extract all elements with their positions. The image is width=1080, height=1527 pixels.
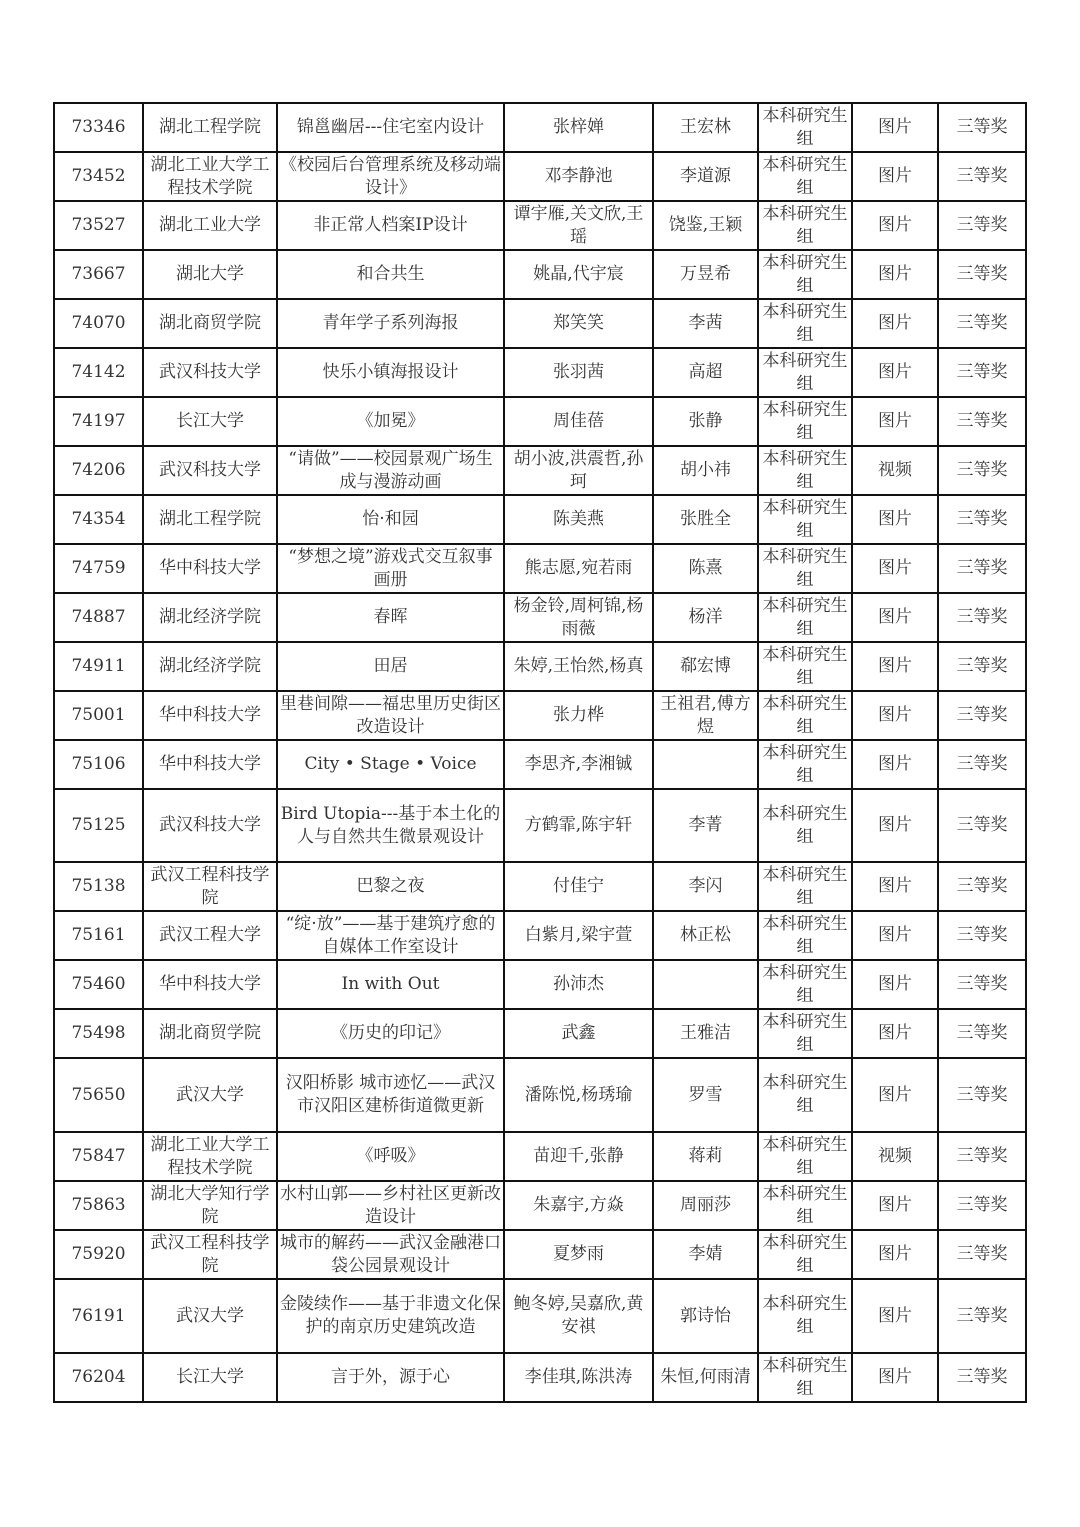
table-row [54, 544, 1026, 593]
category-cell: 图片 [852, 1353, 938, 1402]
authors-cell: 朱婷,王怡然,杨真 [504, 642, 653, 691]
authors-cell: 杨金铃,周柯锦,杨雨薇 [504, 593, 653, 642]
group-cell: 本科研究生组 [758, 495, 852, 544]
work-title-cell: 春晖 [277, 593, 504, 642]
award-cell: 三等奖 [938, 152, 1026, 201]
school-cell: 武汉工程大学 [143, 911, 277, 960]
work-id-cell: 74759 [54, 544, 143, 593]
group-cell: 本科研究生组 [758, 103, 852, 152]
authors-cell: 朱嘉宇,方焱 [504, 1181, 653, 1230]
authors-cell: 潘陈悦,杨琇瑜 [504, 1058, 653, 1132]
school-cell: 长江大学 [143, 1353, 277, 1402]
group-cell: 本科研究生组 [758, 152, 852, 201]
award-cell: 三等奖 [938, 1132, 1026, 1181]
school-cell: 武汉科技大学 [143, 348, 277, 397]
advisor-cell [653, 740, 758, 789]
advisor-cell: 杨洋 [653, 593, 758, 642]
table-row [54, 1230, 1026, 1279]
award-cell: 三等奖 [938, 299, 1026, 348]
authors-cell: 姚晶,代宇宸 [504, 250, 653, 299]
work-id-cell: 74354 [54, 495, 143, 544]
category-cell: 视频 [852, 446, 938, 495]
table-row [54, 911, 1026, 960]
work-id-cell: 75460 [54, 960, 143, 1009]
advisor-cell: 李婧 [653, 1230, 758, 1279]
school-cell: 湖北工业大学工程技术学院 [143, 1132, 277, 1181]
table-row [54, 446, 1026, 495]
advisor-cell: 王祖君,傅方煜 [653, 691, 758, 740]
table-row [54, 201, 1026, 250]
work-title-cell: 《加冕》 [277, 397, 504, 446]
category-cell: 图片 [852, 495, 938, 544]
authors-cell: 陈美燕 [504, 495, 653, 544]
work-title-cell: In with Out [277, 960, 504, 1009]
award-cell: 三等奖 [938, 740, 1026, 789]
category-cell: 图片 [852, 911, 938, 960]
work-title-cell: 《历史的印记》 [277, 1009, 504, 1058]
table-body [54, 103, 1026, 1402]
table-row [54, 1009, 1026, 1058]
school-cell: 武汉工程科技学院 [143, 862, 277, 911]
work-title-cell: 金陵续作——基于非遗文化保护的南京历史建筑改造 [277, 1279, 504, 1353]
group-cell: 本科研究生组 [758, 789, 852, 862]
award-cell: 三等奖 [938, 789, 1026, 862]
advisor-cell: 陈熹 [653, 544, 758, 593]
authors-cell: 孙沛杰 [504, 960, 653, 1009]
authors-cell: 李佳琪,陈洪涛 [504, 1353, 653, 1402]
award-cell: 三等奖 [938, 397, 1026, 446]
category-cell: 图片 [852, 642, 938, 691]
work-title-cell: Bird Utopia---基于本土化的人与自然共生微景观设计 [277, 789, 504, 862]
group-cell: 本科研究生组 [758, 1181, 852, 1230]
work-id-cell: 75125 [54, 789, 143, 862]
table-row [54, 348, 1026, 397]
work-title-cell: 青年学子系列海报 [277, 299, 504, 348]
advisor-cell: 李闪 [653, 862, 758, 911]
group-cell: 本科研究生组 [758, 1009, 852, 1058]
group-cell: 本科研究生组 [758, 593, 852, 642]
work-id-cell: 75001 [54, 691, 143, 740]
award-cell: 三等奖 [938, 201, 1026, 250]
table-row [54, 740, 1026, 789]
category-cell: 图片 [852, 348, 938, 397]
category-cell: 图片 [852, 862, 938, 911]
advisor-cell: 朱恒,何雨清 [653, 1353, 758, 1402]
work-title-cell: 非正常人档案IP设计 [277, 201, 504, 250]
work-id-cell: 75498 [54, 1009, 143, 1058]
work-id-cell: 75920 [54, 1230, 143, 1279]
authors-cell: 李思齐,李湘铖 [504, 740, 653, 789]
award-cell: 三等奖 [938, 691, 1026, 740]
advisor-cell: 李茜 [653, 299, 758, 348]
table-row [54, 1353, 1026, 1402]
school-cell: 湖北工业大学 [143, 201, 277, 250]
work-id-cell: 73667 [54, 250, 143, 299]
advisor-cell: 高超 [653, 348, 758, 397]
advisor-cell: 郗宏博 [653, 642, 758, 691]
authors-cell: 张梓婵 [504, 103, 653, 152]
school-cell: 湖北工程学院 [143, 495, 277, 544]
award-cell: 三等奖 [938, 103, 1026, 152]
work-id-cell: 75106 [54, 740, 143, 789]
table-row [54, 691, 1026, 740]
authors-cell: 张羽茜 [504, 348, 653, 397]
advisor-cell: 张胜全 [653, 495, 758, 544]
work-title-cell: “梦想之境”游戏式交互叙事画册 [277, 544, 504, 593]
school-cell: 武汉大学 [143, 1279, 277, 1353]
group-cell: 本科研究生组 [758, 250, 852, 299]
award-cell: 三等奖 [938, 1279, 1026, 1353]
award-cell: 三等奖 [938, 1009, 1026, 1058]
school-cell: 湖北经济学院 [143, 642, 277, 691]
authors-cell: 方鹤霏,陈宇轩 [504, 789, 653, 862]
work-id-cell: 74911 [54, 642, 143, 691]
work-id-cell: 76204 [54, 1353, 143, 1402]
award-cell: 三等奖 [938, 348, 1026, 397]
table-row [54, 862, 1026, 911]
award-cell: 三等奖 [938, 446, 1026, 495]
work-title-cell: 城市的解药——武汉金融港口袋公园景观设计 [277, 1230, 504, 1279]
advisor-cell: 周丽莎 [653, 1181, 758, 1230]
group-cell: 本科研究生组 [758, 862, 852, 911]
work-id-cell: 74206 [54, 446, 143, 495]
authors-cell: 邓李静池 [504, 152, 653, 201]
group-cell: 本科研究生组 [758, 1353, 852, 1402]
award-cell: 三等奖 [938, 593, 1026, 642]
advisor-cell: 王雅洁 [653, 1009, 758, 1058]
table-row [54, 299, 1026, 348]
authors-cell: 白紫月,梁宇萱 [504, 911, 653, 960]
award-cell: 三等奖 [938, 911, 1026, 960]
category-cell: 图片 [852, 299, 938, 348]
work-title-cell: 《校园后台管理系统及移动端设计》 [277, 152, 504, 201]
school-cell: 湖北商贸学院 [143, 1009, 277, 1058]
school-cell: 武汉科技大学 [143, 789, 277, 862]
work-title-cell: 和合共生 [277, 250, 504, 299]
category-cell: 图片 [852, 103, 938, 152]
category-cell: 图片 [852, 740, 938, 789]
group-cell: 本科研究生组 [758, 642, 852, 691]
advisor-cell: 张静 [653, 397, 758, 446]
work-id-cell: 75138 [54, 862, 143, 911]
work-title-cell: 锦邕幽居---住宅室内设计 [277, 103, 504, 152]
work-title-cell: 言于外，源于心 [277, 1353, 504, 1402]
authors-cell: 熊志愿,宛若雨 [504, 544, 653, 593]
authors-cell: 夏梦雨 [504, 1230, 653, 1279]
group-cell: 本科研究生组 [758, 299, 852, 348]
authors-cell: 张力桦 [504, 691, 653, 740]
school-cell: 武汉科技大学 [143, 446, 277, 495]
table-row [54, 1181, 1026, 1230]
work-title-cell: 怡·和园 [277, 495, 504, 544]
school-cell: 武汉工程科技学院 [143, 1230, 277, 1279]
work-title-cell: 汉阳桥影 城市迹忆——武汉市汉阳区建桥街道微更新 [277, 1058, 504, 1132]
advisor-cell: 郭诗怡 [653, 1279, 758, 1353]
advisor-cell: 罗雪 [653, 1058, 758, 1132]
group-cell: 本科研究生组 [758, 1132, 852, 1181]
school-cell: 湖北大学 [143, 250, 277, 299]
category-cell: 图片 [852, 1009, 938, 1058]
award-cell: 三等奖 [938, 642, 1026, 691]
table-row [54, 250, 1026, 299]
work-id-cell: 74142 [54, 348, 143, 397]
category-cell: 图片 [852, 1181, 938, 1230]
school-cell: 华中科技大学 [143, 740, 277, 789]
category-cell: 图片 [852, 691, 938, 740]
work-title-cell: “请做”——校园景观广场生成与漫游动画 [277, 446, 504, 495]
work-title-cell: 巴黎之夜 [277, 862, 504, 911]
award-cell: 三等奖 [938, 1353, 1026, 1402]
group-cell: 本科研究生组 [758, 348, 852, 397]
work-id-cell: 74887 [54, 593, 143, 642]
group-cell: 本科研究生组 [758, 960, 852, 1009]
authors-cell: 鲍冬婷,吴嘉欣,黄安祺 [504, 1279, 653, 1353]
work-id-cell: 76191 [54, 1279, 143, 1353]
award-cell: 三等奖 [938, 250, 1026, 299]
category-cell: 图片 [852, 152, 938, 201]
school-cell: 湖北商贸学院 [143, 299, 277, 348]
work-title-cell: 水村山郭——乡村社区更新改造设计 [277, 1181, 504, 1230]
advisor-cell: 王宏林 [653, 103, 758, 152]
group-cell: 本科研究生组 [758, 691, 852, 740]
award-cell: 三等奖 [938, 495, 1026, 544]
work-id-cell: 74070 [54, 299, 143, 348]
award-cell: 三等奖 [938, 1181, 1026, 1230]
advisor-cell: 林正松 [653, 911, 758, 960]
work-id-cell: 74197 [54, 397, 143, 446]
authors-cell: 武鑫 [504, 1009, 653, 1058]
award-cell: 三等奖 [938, 1230, 1026, 1279]
group-cell: 本科研究生组 [758, 397, 852, 446]
award-cell: 三等奖 [938, 544, 1026, 593]
table-row [54, 495, 1026, 544]
category-cell: 图片 [852, 1230, 938, 1279]
school-cell: 湖北工程学院 [143, 103, 277, 152]
authors-cell: 付佳宁 [504, 862, 653, 911]
work-title-cell: 《呼吸》 [277, 1132, 504, 1181]
table-row [54, 642, 1026, 691]
school-cell: 华中科技大学 [143, 691, 277, 740]
authors-cell: 周佳蓓 [504, 397, 653, 446]
school-cell: 华中科技大学 [143, 544, 277, 593]
work-id-cell: 75650 [54, 1058, 143, 1132]
table-row [54, 960, 1026, 1009]
school-cell: 华中科技大学 [143, 960, 277, 1009]
table-row [54, 1058, 1026, 1132]
authors-cell: 郑笑笑 [504, 299, 653, 348]
award-cell: 三等奖 [938, 1058, 1026, 1132]
school-cell: 湖北大学知行学院 [143, 1181, 277, 1230]
advisor-cell: 万昱希 [653, 250, 758, 299]
authors-cell: 胡小波,洪震哲,孙珂 [504, 446, 653, 495]
group-cell: 本科研究生组 [758, 201, 852, 250]
school-cell: 武汉大学 [143, 1058, 277, 1132]
category-cell: 图片 [852, 1058, 938, 1132]
work-title-cell: 里巷间隙——福忠里历史街区改造设计 [277, 691, 504, 740]
work-id-cell: 75847 [54, 1132, 143, 1181]
work-title-cell: “绽·放”——基于建筑疗愈的自媒体工作室设计 [277, 911, 504, 960]
advisor-cell: 胡小祎 [653, 446, 758, 495]
table-row [54, 1279, 1026, 1353]
group-cell: 本科研究生组 [758, 1230, 852, 1279]
group-cell: 本科研究生组 [758, 1058, 852, 1132]
school-cell: 湖北工业大学工程技术学院 [143, 152, 277, 201]
table-row [54, 397, 1026, 446]
category-cell: 图片 [852, 201, 938, 250]
work-id-cell: 73452 [54, 152, 143, 201]
advisor-cell [653, 960, 758, 1009]
authors-cell: 谭宇雁,关文欣,王瑶 [504, 201, 653, 250]
work-id-cell: 73527 [54, 201, 143, 250]
advisor-cell: 李菁 [653, 789, 758, 862]
group-cell: 本科研究生组 [758, 740, 852, 789]
group-cell: 本科研究生组 [758, 544, 852, 593]
awards-table [53, 102, 1027, 1403]
authors-cell: 苗迎千,张静 [504, 1132, 653, 1181]
group-cell: 本科研究生组 [758, 446, 852, 495]
table-row [54, 1132, 1026, 1181]
school-cell: 湖北经济学院 [143, 593, 277, 642]
award-cell: 三等奖 [938, 960, 1026, 1009]
table-row [54, 103, 1026, 152]
table-row [54, 593, 1026, 642]
table-row [54, 152, 1026, 201]
category-cell: 图片 [852, 960, 938, 1009]
work-id-cell: 73346 [54, 103, 143, 152]
work-id-cell: 75161 [54, 911, 143, 960]
category-cell: 图片 [852, 250, 938, 299]
advisor-cell: 饶鉴,王颖 [653, 201, 758, 250]
advisor-cell: 李道源 [653, 152, 758, 201]
work-title-cell: 快乐小镇海报设计 [277, 348, 504, 397]
category-cell: 图片 [852, 397, 938, 446]
category-cell: 图片 [852, 593, 938, 642]
category-cell: 图片 [852, 1279, 938, 1353]
work-title-cell: 田居 [277, 642, 504, 691]
group-cell: 本科研究生组 [758, 911, 852, 960]
group-cell: 本科研究生组 [758, 1279, 852, 1353]
work-id-cell: 75863 [54, 1181, 143, 1230]
category-cell: 图片 [852, 789, 938, 862]
category-cell: 视频 [852, 1132, 938, 1181]
award-cell: 三等奖 [938, 862, 1026, 911]
school-cell: 长江大学 [143, 397, 277, 446]
work-title-cell: City • Stage • Voice [277, 740, 504, 789]
advisor-cell: 蒋莉 [653, 1132, 758, 1181]
category-cell: 图片 [852, 544, 938, 593]
table-row [54, 789, 1026, 862]
